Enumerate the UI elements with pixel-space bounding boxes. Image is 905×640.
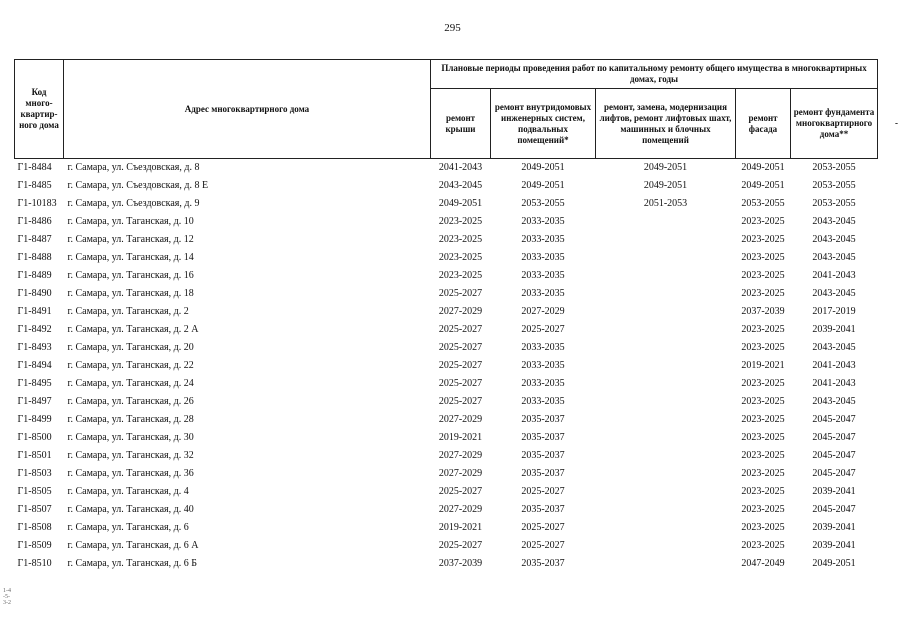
cell-eng: 2035-2037 (521, 468, 565, 479)
cell-eng: 2053-2055 (521, 198, 565, 209)
cell-address: г. Самара, ул. Таганская, д. 18 (67, 288, 194, 299)
cell-code: Г1-10183 (17, 198, 57, 209)
cell-found: 2045-2047 (812, 414, 856, 425)
cell-code: Г1-8503 (17, 468, 52, 479)
cell-code: Г1-8510 (17, 558, 52, 569)
cell-facade: 2023-2025 (741, 468, 785, 479)
header-periods: Плановые периоды проведения работ по капитальному ремонту общего имущества в многоквартирных домах, годы (431, 60, 878, 89)
cell-address: г. Самара, ул. Таганская, д. 2 А (67, 324, 199, 335)
cell-code: Г1-8486 (17, 216, 52, 227)
cell-address: г. Самара, ул. Съездовская, д. 9 (67, 198, 200, 209)
table-body (15, 159, 878, 574)
edge-mark: - (895, 118, 898, 128)
cell-facade: 2049-2051 (736, 159, 791, 178)
cell-found: 2053-2055 (812, 180, 856, 191)
cell-elev (596, 213, 736, 231)
cell-found: 2045-2047 (812, 432, 856, 443)
cell-elev (596, 393, 736, 411)
cell-eng: 2025-2027 (521, 540, 565, 551)
table-row (15, 195, 878, 213)
cell-elev (596, 501, 736, 519)
cell-facade: 2023-2025 (741, 216, 785, 227)
cell-code: Г1-8500 (17, 432, 52, 443)
cell-eng: 2025-2027 (521, 522, 565, 533)
cell-eng: 2035-2037 (521, 450, 565, 461)
capital-repair-table (14, 59, 878, 573)
cell-address: г. Самара, ул. Таганская, д. 28 (67, 414, 194, 425)
cell-code: Г1-8491 (17, 306, 52, 317)
cell-address: г. Самара, ул. Таганская, д. 20 (67, 342, 194, 353)
cell-elev (596, 321, 736, 339)
cell-facade: 2023-2025 (741, 486, 785, 497)
table-row (15, 339, 878, 357)
cell-code: Г1-8488 (17, 252, 52, 263)
cell-roof: 2027-2029 (438, 468, 483, 479)
cell-eng: 2035-2037 (521, 414, 565, 425)
cell-eng: 2033-2035 (521, 360, 565, 371)
cell-elev (596, 375, 736, 393)
cell-eng: 2033-2035 (521, 252, 565, 263)
cell-eng: 2033-2035 (521, 234, 565, 245)
cell-found: 2039-2041 (812, 486, 856, 497)
cell-code: Г1-8484 (15, 159, 64, 178)
cell-facade: 2023-2025 (741, 288, 785, 299)
cell-eng: 2033-2035 (521, 378, 565, 389)
cell-roof: 2019-2021 (438, 522, 483, 533)
cell-roof: 2041-2043 (431, 159, 491, 178)
table-row (15, 429, 878, 447)
cell-facade: 2023-2025 (741, 378, 785, 389)
cell-facade: 2053-2055 (741, 198, 785, 209)
cell-roof: 2023-2025 (438, 252, 483, 263)
cell-eng: 2033-2035 (521, 270, 565, 281)
header-roof: ремонт крыши (431, 89, 491, 159)
table-row (15, 231, 878, 249)
cell-found: 2043-2045 (812, 252, 856, 263)
cell-facade: 2023-2025 (741, 432, 785, 443)
table-row (15, 537, 878, 555)
cell-roof: 2025-2027 (438, 342, 483, 353)
cell-eng: 2033-2035 (521, 216, 565, 227)
cell-facade: 2023-2025 (741, 504, 785, 515)
cell-found: 2017-2019 (812, 306, 856, 317)
cell-roof: 2043-2045 (438, 180, 483, 191)
cell-eng: 2033-2035 (521, 342, 565, 353)
cell-code: Г1-8490 (17, 288, 52, 299)
cell-eng: 2049-2051 (491, 159, 596, 178)
cell-address: г. Самара, ул. Съездовская, д. 8 (64, 159, 431, 178)
cell-found: 2041-2043 (812, 378, 856, 389)
cell-roof: 2025-2027 (438, 396, 483, 407)
table-row (15, 303, 878, 321)
cell-found: 2043-2045 (812, 396, 856, 407)
cell-elev (596, 249, 736, 267)
cell-roof: 2049-2051 (438, 198, 483, 209)
cell-code: Г1-8495 (17, 378, 52, 389)
cell-roof: 2023-2025 (438, 216, 483, 227)
cell-code: Г1-8501 (17, 450, 52, 461)
cell-found: 2041-2043 (812, 270, 856, 281)
cell-roof: 2023-2025 (438, 234, 483, 245)
cell-found: 2053-2055 (812, 198, 856, 209)
cell-address: г. Самара, ул. Таганская, д. 36 (67, 468, 194, 479)
cell-code: Г1-8494 (17, 360, 52, 371)
cell-elev: 2051-2053 (643, 198, 688, 209)
cell-code: Г1-8505 (17, 486, 52, 497)
cell-eng: 2049-2051 (521, 180, 565, 191)
table-row (15, 393, 878, 411)
cell-eng: 2025-2027 (521, 324, 565, 335)
cell-code: Г1-8485 (17, 180, 52, 191)
cell-address: г. Самара, ул. Таганская, д. 10 (67, 216, 194, 227)
cell-elev (596, 465, 736, 483)
cell-code: Г1-8507 (17, 504, 52, 515)
cell-elev (596, 285, 736, 303)
cell-roof: 2037-2039 (438, 558, 483, 569)
table-row (15, 321, 878, 339)
table-row (15, 519, 878, 537)
table-row (15, 501, 878, 519)
cell-roof: 2027-2029 (438, 450, 483, 461)
cell-roof: 2025-2027 (438, 486, 483, 497)
cell-found: 2039-2041 (812, 324, 856, 335)
cell-roof: 2025-2027 (438, 540, 483, 551)
table-row (15, 483, 878, 501)
cell-address: г. Самара, ул. Таганская, д. 16 (67, 270, 194, 281)
cell-elev (596, 267, 736, 285)
cell-found: 2053-2055 (791, 159, 878, 178)
cell-facade: 2047-2049 (741, 558, 785, 569)
header-code: Код много-квартир-ного дома (15, 60, 64, 159)
cell-facade: 2019-2021 (741, 360, 785, 371)
table-row (15, 357, 878, 375)
header-elevators: ремонт, замена, модернизация лифтов, ремонт лифтовых шахт, машинных и блочных помещений (596, 89, 736, 159)
cell-facade: 2023-2025 (741, 540, 785, 551)
table-row (15, 249, 878, 267)
cell-elev (596, 447, 736, 465)
cell-elev (596, 519, 736, 537)
cell-found: 2045-2047 (812, 468, 856, 479)
cell-elev (596, 537, 736, 555)
cell-code: Г1-8487 (17, 234, 52, 245)
table-row (15, 465, 878, 483)
cell-roof: 2027-2029 (438, 306, 483, 317)
cell-address: г. Самара, ул. Таганская, д. 30 (67, 432, 194, 443)
cell-eng: 2033-2035 (521, 396, 565, 407)
header-facade: ремонт фасада (736, 89, 791, 159)
cell-elev: 2049-2051 (643, 180, 688, 191)
cell-roof: 2025-2027 (438, 288, 483, 299)
cell-address: г. Самара, ул. Таганская, д. 40 (67, 504, 194, 515)
cell-address: г. Самара, ул. Таганская, д. 26 (67, 396, 194, 407)
cell-code: Г1-8509 (17, 540, 52, 551)
cell-elev (596, 483, 736, 501)
cell-code: Г1-8493 (17, 342, 52, 353)
cell-address: г. Самара, ул. Таганская, д. 14 (67, 252, 194, 263)
cell-found: 2043-2045 (812, 216, 856, 227)
cell-address: г. Самара, ул. Таганская, д. 12 (67, 234, 194, 245)
cell-roof: 2023-2025 (438, 270, 483, 281)
cell-found: 2043-2045 (812, 342, 856, 353)
cell-found: 2043-2045 (812, 288, 856, 299)
margin-note: 1-4-5-3-2 (3, 588, 11, 606)
cell-elev (596, 339, 736, 357)
header-foundation: ремонт фундамента многоквартирного дома** (791, 89, 878, 159)
cell-elev (596, 357, 736, 375)
cell-found: 2049-2051 (812, 558, 856, 569)
cell-found: 2045-2047 (812, 450, 856, 461)
cell-facade: 2023-2025 (741, 270, 785, 281)
table-row (15, 285, 878, 303)
cell-elev (596, 303, 736, 321)
cell-facade: 2023-2025 (741, 324, 785, 335)
cell-code: Г1-8508 (17, 522, 52, 533)
table-row (15, 375, 878, 393)
cell-facade: 2049-2051 (741, 180, 785, 191)
cell-elev (596, 555, 736, 573)
cell-address: г. Самара, ул. Таганская, д. 6 (67, 522, 189, 533)
cell-facade: 2023-2025 (741, 414, 785, 425)
header-engineering: ремонт внутридомовых инженерных систем, подвальных помещений* (491, 89, 596, 159)
cell-facade: 2023-2025 (741, 450, 785, 461)
table-row (15, 177, 878, 195)
table-row (15, 213, 878, 231)
cell-elev: 2049-2051 (596, 159, 736, 178)
cell-facade: 2023-2025 (741, 342, 785, 353)
cell-address: г. Самара, ул. Таганская, д. 6 Б (67, 558, 197, 569)
cell-elev (596, 231, 736, 249)
table-row (15, 411, 878, 429)
cell-address: г. Самара, ул. Таганская, д. 22 (67, 360, 194, 371)
cell-code: Г1-8492 (17, 324, 52, 335)
table-row (15, 447, 878, 465)
cell-elev (596, 429, 736, 447)
cell-facade: 2023-2025 (741, 522, 785, 533)
cell-eng: 2035-2037 (521, 432, 565, 443)
cell-address: г. Самара, ул. Таганская, д. 2 (67, 306, 189, 317)
cell-eng: 2027-2029 (521, 306, 565, 317)
cell-address: г. Самара, ул. Таганская, д. 32 (67, 450, 194, 461)
cell-found: 2039-2041 (812, 522, 856, 533)
cell-code: Г1-8489 (17, 270, 52, 281)
cell-found: 2041-2043 (812, 360, 856, 371)
header-address: Адрес многоквартирного дома (64, 60, 431, 159)
cell-code: Г1-8497 (17, 396, 52, 407)
cell-roof: 2019-2021 (438, 432, 483, 443)
cell-roof: 2027-2029 (438, 414, 483, 425)
cell-roof: 2027-2029 (438, 504, 483, 515)
cell-facade: 2023-2025 (741, 252, 785, 263)
cell-eng: 2035-2037 (521, 558, 565, 569)
cell-facade: 2023-2025 (741, 396, 785, 407)
cell-address: г. Самара, ул. Таганская, д. 4 (67, 486, 189, 497)
cell-address: г. Самара, ул. Съездовская, д. 8 Е (67, 180, 209, 191)
cell-roof: 2025-2027 (438, 378, 483, 389)
cell-code: Г1-8499 (17, 414, 52, 425)
cell-address: г. Самара, ул. Таганская, д. 6 А (67, 540, 199, 551)
cell-found: 2043-2045 (812, 234, 856, 245)
cell-eng: 2035-2037 (521, 504, 565, 515)
cell-roof: 2025-2027 (438, 324, 483, 335)
cell-address: г. Самара, ул. Таганская, д. 24 (67, 378, 194, 389)
table-row (15, 267, 878, 285)
cell-eng: 2033-2035 (521, 288, 565, 299)
cell-found: 2045-2047 (812, 504, 856, 515)
page-number: 295 (444, 22, 461, 34)
cell-facade: 2037-2039 (741, 306, 785, 317)
cell-roof: 2025-2027 (438, 360, 483, 371)
cell-found: 2039-2041 (812, 540, 856, 551)
cell-facade: 2023-2025 (741, 234, 785, 245)
cell-elev (596, 411, 736, 429)
cell-eng: 2025-2027 (521, 486, 565, 497)
table-row (15, 555, 878, 573)
table-row (15, 159, 878, 178)
